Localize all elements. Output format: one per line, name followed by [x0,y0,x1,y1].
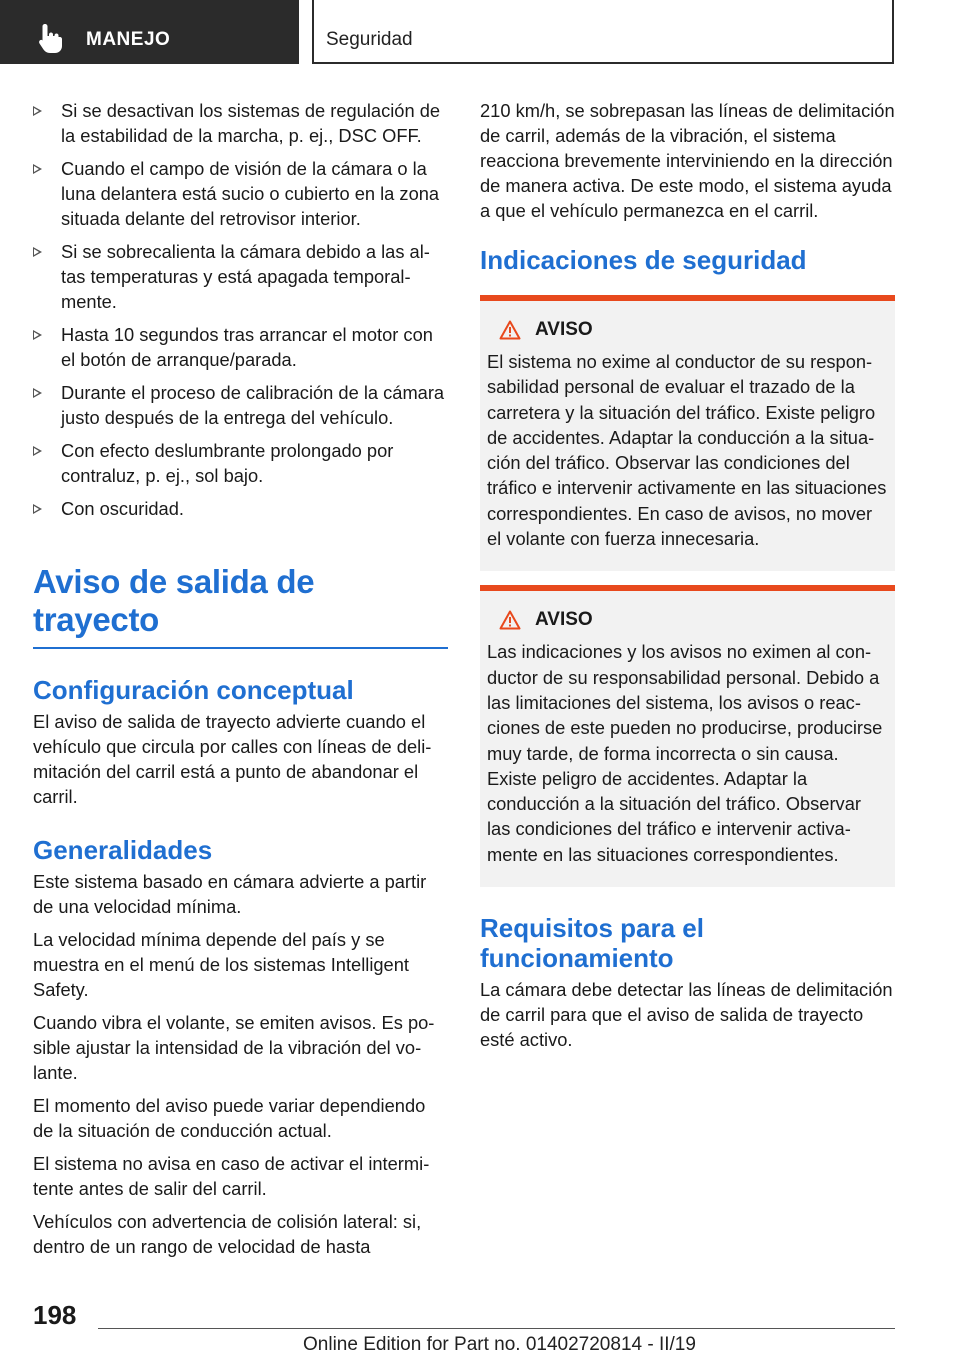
general-paragraph: La velocidad mínima depende del país y se muestra en el menú de los sistemas Intelligent Safety. [33,929,409,1000]
list-item: Con oscuridad. [33,496,448,521]
condition-list [33,98,448,521]
list-item: Con efecto deslumbrante prolongado por contraluz, p. ej., sol bajo. [33,438,448,488]
list-item: Hasta 10 segundos tras arrancar el motor con el botón de arranque/parada. [33,322,448,372]
section-title: Aviso de salida de trayecto [33,563,448,649]
right-column [480,98,895,1060]
triangle-bullet-icon [33,106,42,116]
warning-triangle-icon [499,320,521,340]
triangle-bullet-icon [33,504,42,514]
triangle-bullet-icon [33,164,42,174]
general-paragraph: Vehículos con advertencia de colisión lateral: si, dentro de un rango de velocidad de hasta [33,1211,422,1257]
triangle-bullet-icon [33,247,42,257]
triangle-bullet-icon [33,388,42,398]
requirements-paragraph: La cámara debe detectar las líneas de delimitación de carril para que el aviso de salida de trayecto esté activo. [480,979,893,1051]
general-heading: Generalidades [33,835,213,865]
continuation-paragraph: 210 km/h, se sobrepasan las líneas de delimitación de carril, además de la vibración, el sistema reacciona brevemente interviniendo en la dirección de manera activa. De este modo, el sistema ayuda a que el vehículo permanezca en el carril. [480,100,895,221]
requirements-heading: Requisitos para el funcionamiento [480,913,704,974]
list-item: Si se sobrecalienta la cámara debido a las altas temperaturas y está apagada temporalmente. [33,239,448,314]
triangle-bullet-icon [33,330,42,340]
general-paragraph: Cuando vibra el volante, se emiten avisos. Es posible ajustar la intensidad de la vibración del volante. [33,1012,435,1083]
general-paragraph: El momento del aviso puede variar dependiendo de la situación de conducción actual. [33,1095,426,1141]
edition-text: Online Edition for Part no. 01402720814 - II/19 [303,1334,696,1355]
warning-text: El sistema no exime al conductor de su responsabilidad personal de evaluar el trazado de la carretera y la situación del tráfico. Existe peligro de accidentes. Adaptar la conducción a la situación del tráfico. Observar las condiciones del tráfico e intervenir activamente en las situaciones correspondientes. En caso de avisos, no mover el volante con fuerza innecesaria. [487,351,887,550]
general-paragraph: El sistema no avisa en caso de activar el intermitente antes de salir del carril. [33,1153,430,1199]
warning-box [480,295,895,571]
concept-heading: Configuración conceptual [33,675,354,705]
chapter-tab[interactable] [0,0,299,64]
warning-triangle-icon [499,610,521,630]
warning-text: Las indicaciones y los avisos no eximen al conductor de su responsabilidad personal. Debido a las limitaciones del sistema, los avisos o reacciones de este pueden no producirse, producirse muy tarde, de forma incorrecta o sin causa. Existe peligro de accidentes. Adaptar la conducción a la situación del tráfico. Observar las condiciones del tráfico e intervenir activamente en las situaciones correspondientes. [487,641,883,865]
chapter-label: MANEJO [86,29,171,50]
section-label: Seguridad [326,29,413,50]
left-column [33,98,448,1267]
triangle-bullet-icon [33,446,42,456]
warning-box [480,585,895,887]
list-item: Si se desactivan los sistemas de regulación de la estabilidad de la marcha, p. ej., DSC OFF. [33,98,448,148]
concept-paragraph: El aviso de salida de trayecto advierte cuando el vehículo que circula por calles con líneas de delimitación del carril está a punto de abandonar el carril. [33,711,432,807]
general-paragraph: Este sistema basado en cámara advierte a partir de una velocidad mínima. [33,871,427,917]
page-number: 198 [33,1300,77,1330]
footer-divider [98,1328,895,1329]
list-item: Cuando el campo de visión de la cámara o la luna delantera está sucio o cubierto en la zona situada delante del retrovisor interior. [33,156,448,231]
hand-pointer-icon [36,22,68,54]
warning-title: AVISO [535,609,593,631]
safety-heading: Indicaciones de seguridad [480,245,807,275]
list-item: Durante el proceso de calibración de la cámara justo después de la entrega del vehículo. [33,380,448,430]
warning-title: AVISO [535,319,593,340]
section-header [312,0,894,64]
